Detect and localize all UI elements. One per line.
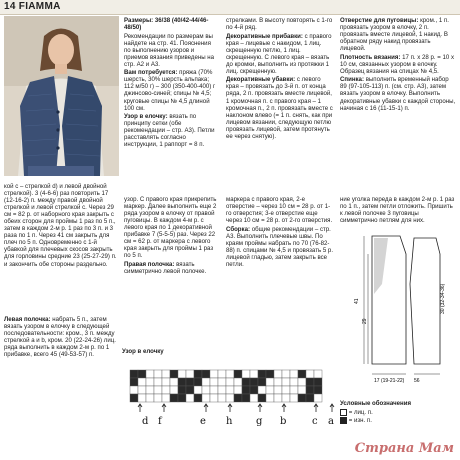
legend-purl: = изн. п.: [348, 417, 372, 425]
chart-cell: [178, 370, 186, 378]
chart-cell: [290, 394, 298, 402]
chart-cell: [274, 394, 282, 402]
stitch-chart: [120, 362, 342, 414]
chart-cell: [186, 394, 194, 402]
chart-cell: [258, 378, 266, 386]
chart-cell: [234, 370, 242, 378]
chart-cell: [282, 370, 290, 378]
chart-cell: [274, 378, 282, 386]
chart-cell: [130, 394, 138, 402]
chart-cell: [226, 370, 234, 378]
chart-cell: [306, 386, 314, 394]
dim-armhole: 29: [362, 318, 368, 324]
left-front-title: Левая полочка:: [4, 316, 51, 323]
chart-cell: [170, 378, 178, 386]
legend-title: Условные обозначения: [340, 400, 412, 407]
chart-label-b: b: [280, 416, 287, 427]
buttonhole-continued: маркера с правого края, 2-е отверстие – через 10 см = 28 р. от 1-го отверстия; 3-е отверстие еще через 10 см = 28 р. от 2-го отверстия.: [226, 196, 333, 225]
chart-cell: [154, 378, 162, 386]
chart-cell: [146, 378, 154, 386]
chart-cell: [162, 378, 170, 386]
chart-arrow: [258, 404, 262, 412]
sizes-note: Рекомендации по размерам вы найдете на стр. 41. Пояснения по выполнению узоров и приемов вязания приведены на стр. А2 и А3.: [124, 32, 215, 68]
chart-cell: [178, 386, 186, 394]
chart-title: Узор в елочку: [122, 348, 164, 355]
density-label: Плотность вязания:: [340, 53, 401, 61]
chart-cell: [282, 378, 290, 386]
chart-cell: [266, 394, 274, 402]
left-front-text: [4, 316, 119, 456]
chart-label-d: d: [142, 416, 149, 427]
chart-cell: [282, 394, 290, 402]
chart-cell: [138, 370, 146, 378]
chart-cell: [146, 394, 154, 402]
chart-cell: [250, 378, 258, 386]
assembly-text: [226, 196, 334, 356]
back-continued: кой с – стрелкой d) и левой двойной стрелкой). 3 (4-6-6) раз повторить 17 (12-16-2) п. между правой двойной стрелкой и левой стрелкой c. Через 29 см = 82 р. от наборного края закрыть с обеих сторон для проймы 1 раз по 5 п., затем в каждом 2-м р. 1 раз по 3 п. и 3 раза по 1 п. Через 41 см закрыть для плеч по 5 п. Одновременно с 1-й убавкой для плечевых скосов закрыть для горловины средние 23 (25-27-29) п. и закончить обе стороны раздельно.: [4, 183, 117, 268]
chart-cell: [138, 378, 146, 386]
dim-back-width: 17 (19-21-22): [374, 378, 405, 384]
increases-label: Декоративные прибавки:: [226, 32, 303, 40]
legend-purl-swatch: [340, 417, 347, 424]
chart-cell: [274, 386, 282, 394]
chart-cell: [266, 386, 274, 394]
left-front-value: набрать 5 п., затем вязать узором в елочку в следующей последовательности: кром., 3 п. между стрелкой a и b, кром. 20 (22-24-26) лиц. ряда выполнить в каждом 2-м р. по 1 прибавке, всего 45 (49-53-57) п.: [4, 316, 116, 359]
legend-knit: = лиц. п.: [348, 408, 373, 416]
chart-cell: [202, 386, 210, 394]
chart-arrow: [138, 404, 142, 412]
chart-cell: [258, 386, 266, 394]
chart-cell: [290, 378, 298, 386]
chart-cell: [314, 386, 322, 394]
model-photo: [4, 16, 119, 176]
front-continued: узор. С правого края прикрепить маркер. Далее выполнить еще 2 ряда узором в елочку от правой пуговицы. В каждом 4-м р. с левого края по 1 декоративной прибавке 7 (5-5-5) раз. Через 22 см = 62 р. от маркера с левого края закрыть для проймы 1 раз по 5 п.: [124, 196, 217, 260]
page-title: 14 FIAMMA: [4, 1, 61, 12]
assembly-value: общие рекомендации – стр. А3. Выполнить плечевые швы. По краям проймы набрать по 70 (76-82-88) п. спицами № 4,5 и провязать 5 р. лицевой гладью, затем закрыть все петли.: [226, 225, 334, 268]
front-shading: [374, 238, 388, 294]
back-continued-text: [4, 183, 119, 313]
page-header: [0, 0, 460, 15]
chart-cell: [154, 394, 162, 402]
site-watermark: Страна Мам: [354, 441, 454, 456]
chart-heading: [122, 348, 222, 355]
yarn-value: пряжа (70% шерсть, 30% шерсть альпака; 112 м/50 г) – 300 (350-400-400) г джинсово-синей; спицы № 4,5; круговые спицы № 4,5 длиной 100 см.: [124, 69, 216, 112]
back-value: выполнить временный набор 89 (97-105-113) п. (см. стр. А3), затем вязать узором в елочку. Выполнить декоративные убавки с каждой стороны, начиная с 16 (11-15-1) п.: [340, 76, 456, 112]
chart-cell: [242, 394, 250, 402]
chart-cell: [298, 394, 306, 402]
chart-cell: [130, 386, 138, 394]
dim-front-height: 30 (32-34-36): [440, 283, 446, 314]
chart-label-a: a: [328, 416, 334, 427]
chart-cell: [218, 386, 226, 394]
chart-cell: [210, 386, 218, 394]
chart-cell: [130, 378, 138, 386]
chart-cell: [242, 386, 250, 394]
chart-cell: [218, 394, 226, 402]
chart-cell: [282, 386, 290, 394]
chart-cell: [274, 370, 282, 378]
chart-label-f: f: [158, 416, 162, 427]
chart-cell: [162, 370, 170, 378]
chart-arrow: [204, 404, 208, 412]
chart-cell: [250, 394, 258, 402]
chart-cell: [170, 386, 178, 394]
chart-cell: [162, 394, 170, 402]
chart-cell: [226, 378, 234, 386]
decreases-value: с левого края – провязать до 3-й п. от конца ряда, 2 п. провязать вместе лицевой, 1 кромочная п. с правого края – 1 кромочная п., 2 п. провязать вместе с наклоном влево (= 1 п. снять, как при лицевом вязании, следующую петлю провязать лицевой, затем протянуть ее через снятую).: [226, 76, 333, 140]
chart-cell: [194, 386, 202, 394]
decreases-label: Декоративные убавки:: [226, 76, 296, 84]
technique-intro: стрелками. В высоту повторять с 1-го по 4-й ряд.: [226, 17, 333, 32]
chart-cell: [290, 370, 298, 378]
chart-cell: [194, 378, 202, 386]
right-front-title: Правая полочка:: [124, 260, 175, 268]
legend-knit-swatch: [340, 409, 347, 416]
chart-cell: [170, 370, 178, 378]
chart-cell: [218, 378, 226, 386]
chart-cell: [162, 386, 170, 394]
chart-cell: [314, 394, 322, 402]
front-outline: [410, 238, 440, 364]
materials-column: [124, 17, 218, 193]
chart-cell: [314, 370, 322, 378]
chart-cell: [138, 386, 146, 394]
chart-cell: [178, 394, 186, 402]
chart-arrow: [282, 404, 286, 412]
chart-cell: [314, 378, 322, 386]
chart-cell: [306, 378, 314, 386]
chart-cell: [178, 378, 186, 386]
chart-cell: [170, 394, 178, 402]
stitch-label: Узор в елочку:: [124, 113, 168, 121]
assembly-title: Сборка:: [226, 225, 250, 233]
chart-cell: [266, 370, 274, 378]
technique-column: [226, 17, 334, 193]
chart-cell: [202, 394, 210, 402]
chart-cell: [218, 370, 226, 378]
chart-label-e: e: [200, 416, 206, 427]
chart-arrow-labels: [130, 414, 334, 434]
chart-cell: [138, 394, 146, 402]
chart-cell: [298, 386, 306, 394]
chart-cell: [154, 370, 162, 378]
chart-cell: [306, 370, 314, 378]
sizes-label: Размеры:: [124, 17, 154, 24]
chart-label-h: h: [226, 416, 233, 427]
chart-cell: [250, 370, 258, 378]
chart-cell: [186, 378, 194, 386]
gauge-column: [340, 17, 456, 112]
chart-arrow: [330, 404, 334, 412]
chart-cell: [234, 378, 242, 386]
chart-cell: [298, 378, 306, 386]
dim-front-width: 56: [414, 378, 420, 384]
chart-cell: [194, 370, 202, 378]
chart-cell: [234, 386, 242, 394]
sizes-value: 36/38 (40/42-44/46-48/50): [124, 17, 209, 32]
chart-cell: [202, 370, 210, 378]
chart-label-g: g: [256, 416, 263, 427]
back-label: Спинка:: [340, 76, 364, 84]
chart-cell: [250, 386, 258, 394]
chart-cell: [194, 394, 202, 402]
buttonhole-label: Отверстие для пуговицы:: [340, 17, 419, 24]
chart-cell: [266, 378, 274, 386]
chart-cell: [258, 370, 266, 378]
chart-cell: [186, 386, 194, 394]
increases-value: с правого края – лицевые с накидом, 1 лиц. скрещенную петлю, 1 лиц. скрещенную. С левого края – вязать до кромки, выполнить из протяжки 1 лиц. скрещенную.: [226, 32, 332, 75]
chart-cell: [298, 370, 306, 378]
dim-height: 41: [354, 298, 360, 304]
yarn-label: Вам потребуется:: [124, 69, 178, 77]
chart-cell: [210, 378, 218, 386]
chart-cell: [306, 394, 314, 402]
chart-arrow: [314, 404, 318, 412]
chart-cell: [210, 394, 218, 402]
garment-schematic: [344, 224, 458, 402]
chart-cell: [202, 378, 210, 386]
chart-cell: [210, 370, 218, 378]
stitch-value: вязать по принципу сетки (обе рекомендации – стр. А3). Петли расставлять согласно инструкции, 1 раппорт = 8 п.: [124, 113, 215, 149]
chart-cell: [242, 378, 250, 386]
chart-cell: [226, 394, 234, 402]
chart-cell: [146, 370, 154, 378]
chart-cell: [146, 386, 154, 394]
density-value: 17 п. x 28 р. = 10 x 10 см, связанных узором в елочку. Образец вязания на спицах № 4,5.: [340, 53, 455, 75]
chart-cell: [226, 386, 234, 394]
chart-cell: [290, 386, 298, 394]
buttonhole-value: кром., 1 п. провязать узором в елочку, 2 п. провязать вместе лицевой, 1 накид. В обратном ряду накид провязать лицевой.: [340, 17, 449, 53]
chart-arrow: [162, 404, 166, 412]
chart-cell: [258, 394, 266, 402]
chart-cell: [186, 370, 194, 378]
chart-cell: [154, 386, 162, 394]
finishing-text: [340, 196, 456, 226]
chart-cell: [130, 370, 138, 378]
finishing-continued: ние уголка переда в каждом 2-м р. 1 раз по 1 п., затем петли отложить. Пришить к левой полочке 3 пуговицы симметрично петлям для них.: [340, 196, 455, 225]
right-front-value: вязать симметрично левой полочке.: [124, 260, 207, 275]
chart-cell: [242, 370, 250, 378]
chart-cell: [234, 394, 242, 402]
chart-arrow: [228, 404, 232, 412]
front-text: [124, 196, 220, 344]
chart-label-c: c: [312, 416, 318, 427]
